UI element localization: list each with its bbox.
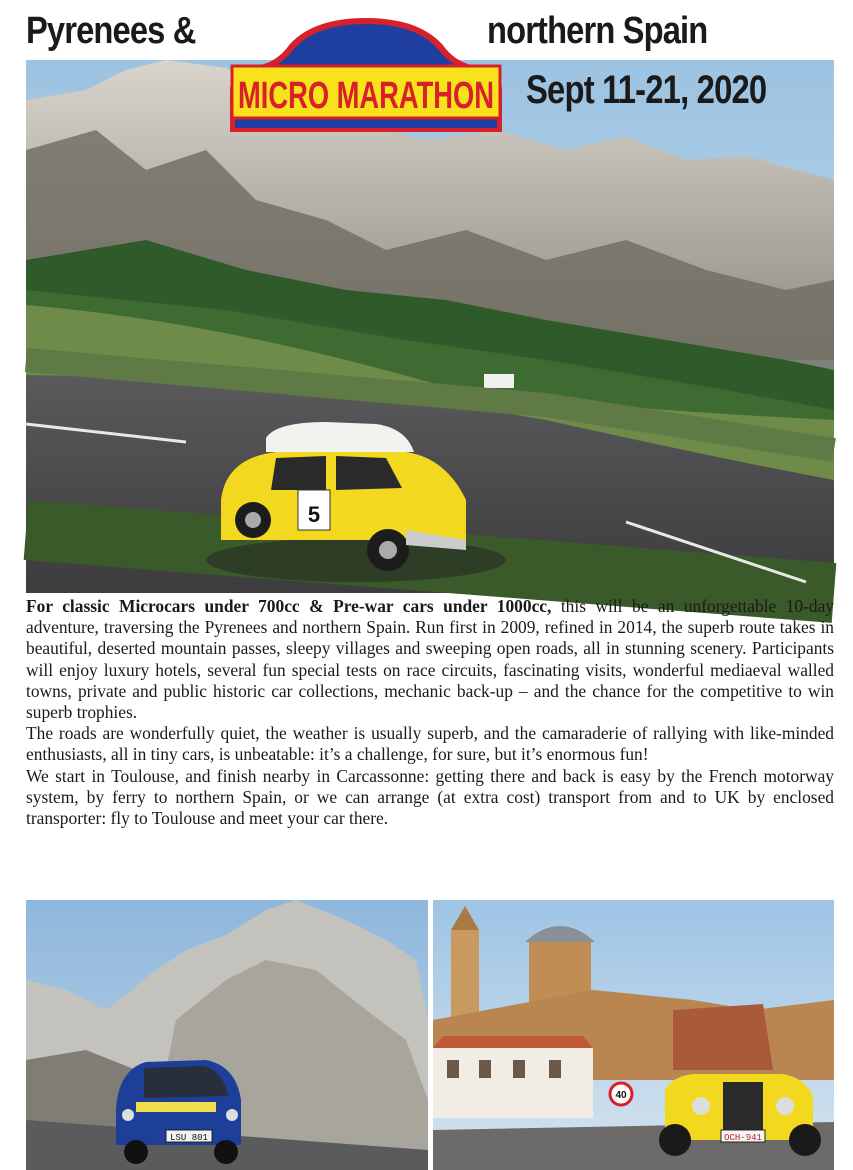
micro-marathon-logo [226, 14, 506, 142]
bottom-right-photo-village-car [433, 900, 834, 1170]
event-dates: Sept 11-21, 2020 [526, 68, 767, 112]
paragraph-2: The roads are wonderfully quiet, the weather is usually superb, and the camaraderie of rallying with like-minded enthusiasts, all in tiny cars, is unbeatable: it’s a challenge, for sure, but it’s enormous fun! [26, 723, 834, 765]
paragraph-1: this will be an unforgettable 10-day adventure, traversing the Pyrenees and northern Spain. Run first in 2009, refined in 2014, the superb route takes in beautiful, deserted mountain passes, sleepy villages and sweeping open roads, all in stunning scenery. Participants will enjoy luxury hotels, several fun special tests on race circuits, fascinating visits, wonderful mediaeval walled towns, private and public historic car collections, mechanic back-up – and the chance for the competitive to win superb trophies. [26, 596, 834, 723]
paragraph-3: We start in Toulouse, and finish nearby in Carcassonne: getting there and back is easy by the French motorway system, by ferry to northern Spain, or we can arrange (at extra cost) transport from and to UK by enclosed transporter: fly to Toulouse and meet your car there. [26, 765, 834, 829]
plate-text: LSU 801 [170, 1133, 208, 1143]
description-text [26, 596, 834, 829]
plate-text: OCH-941 [724, 1133, 762, 1143]
title-left: Pyrenees & [26, 10, 196, 52]
lead-bold: For classic Microcars under 700cc & Pre-war cars under 1000cc, [26, 596, 552, 616]
logo-text: MICRO MARATHON [238, 75, 494, 117]
title-right: northern Spain [487, 10, 708, 52]
bottom-left-photo-bubble-car [26, 900, 428, 1170]
rally-number: 5 [307, 502, 321, 527]
speed-sign: 40 [615, 1090, 627, 1101]
